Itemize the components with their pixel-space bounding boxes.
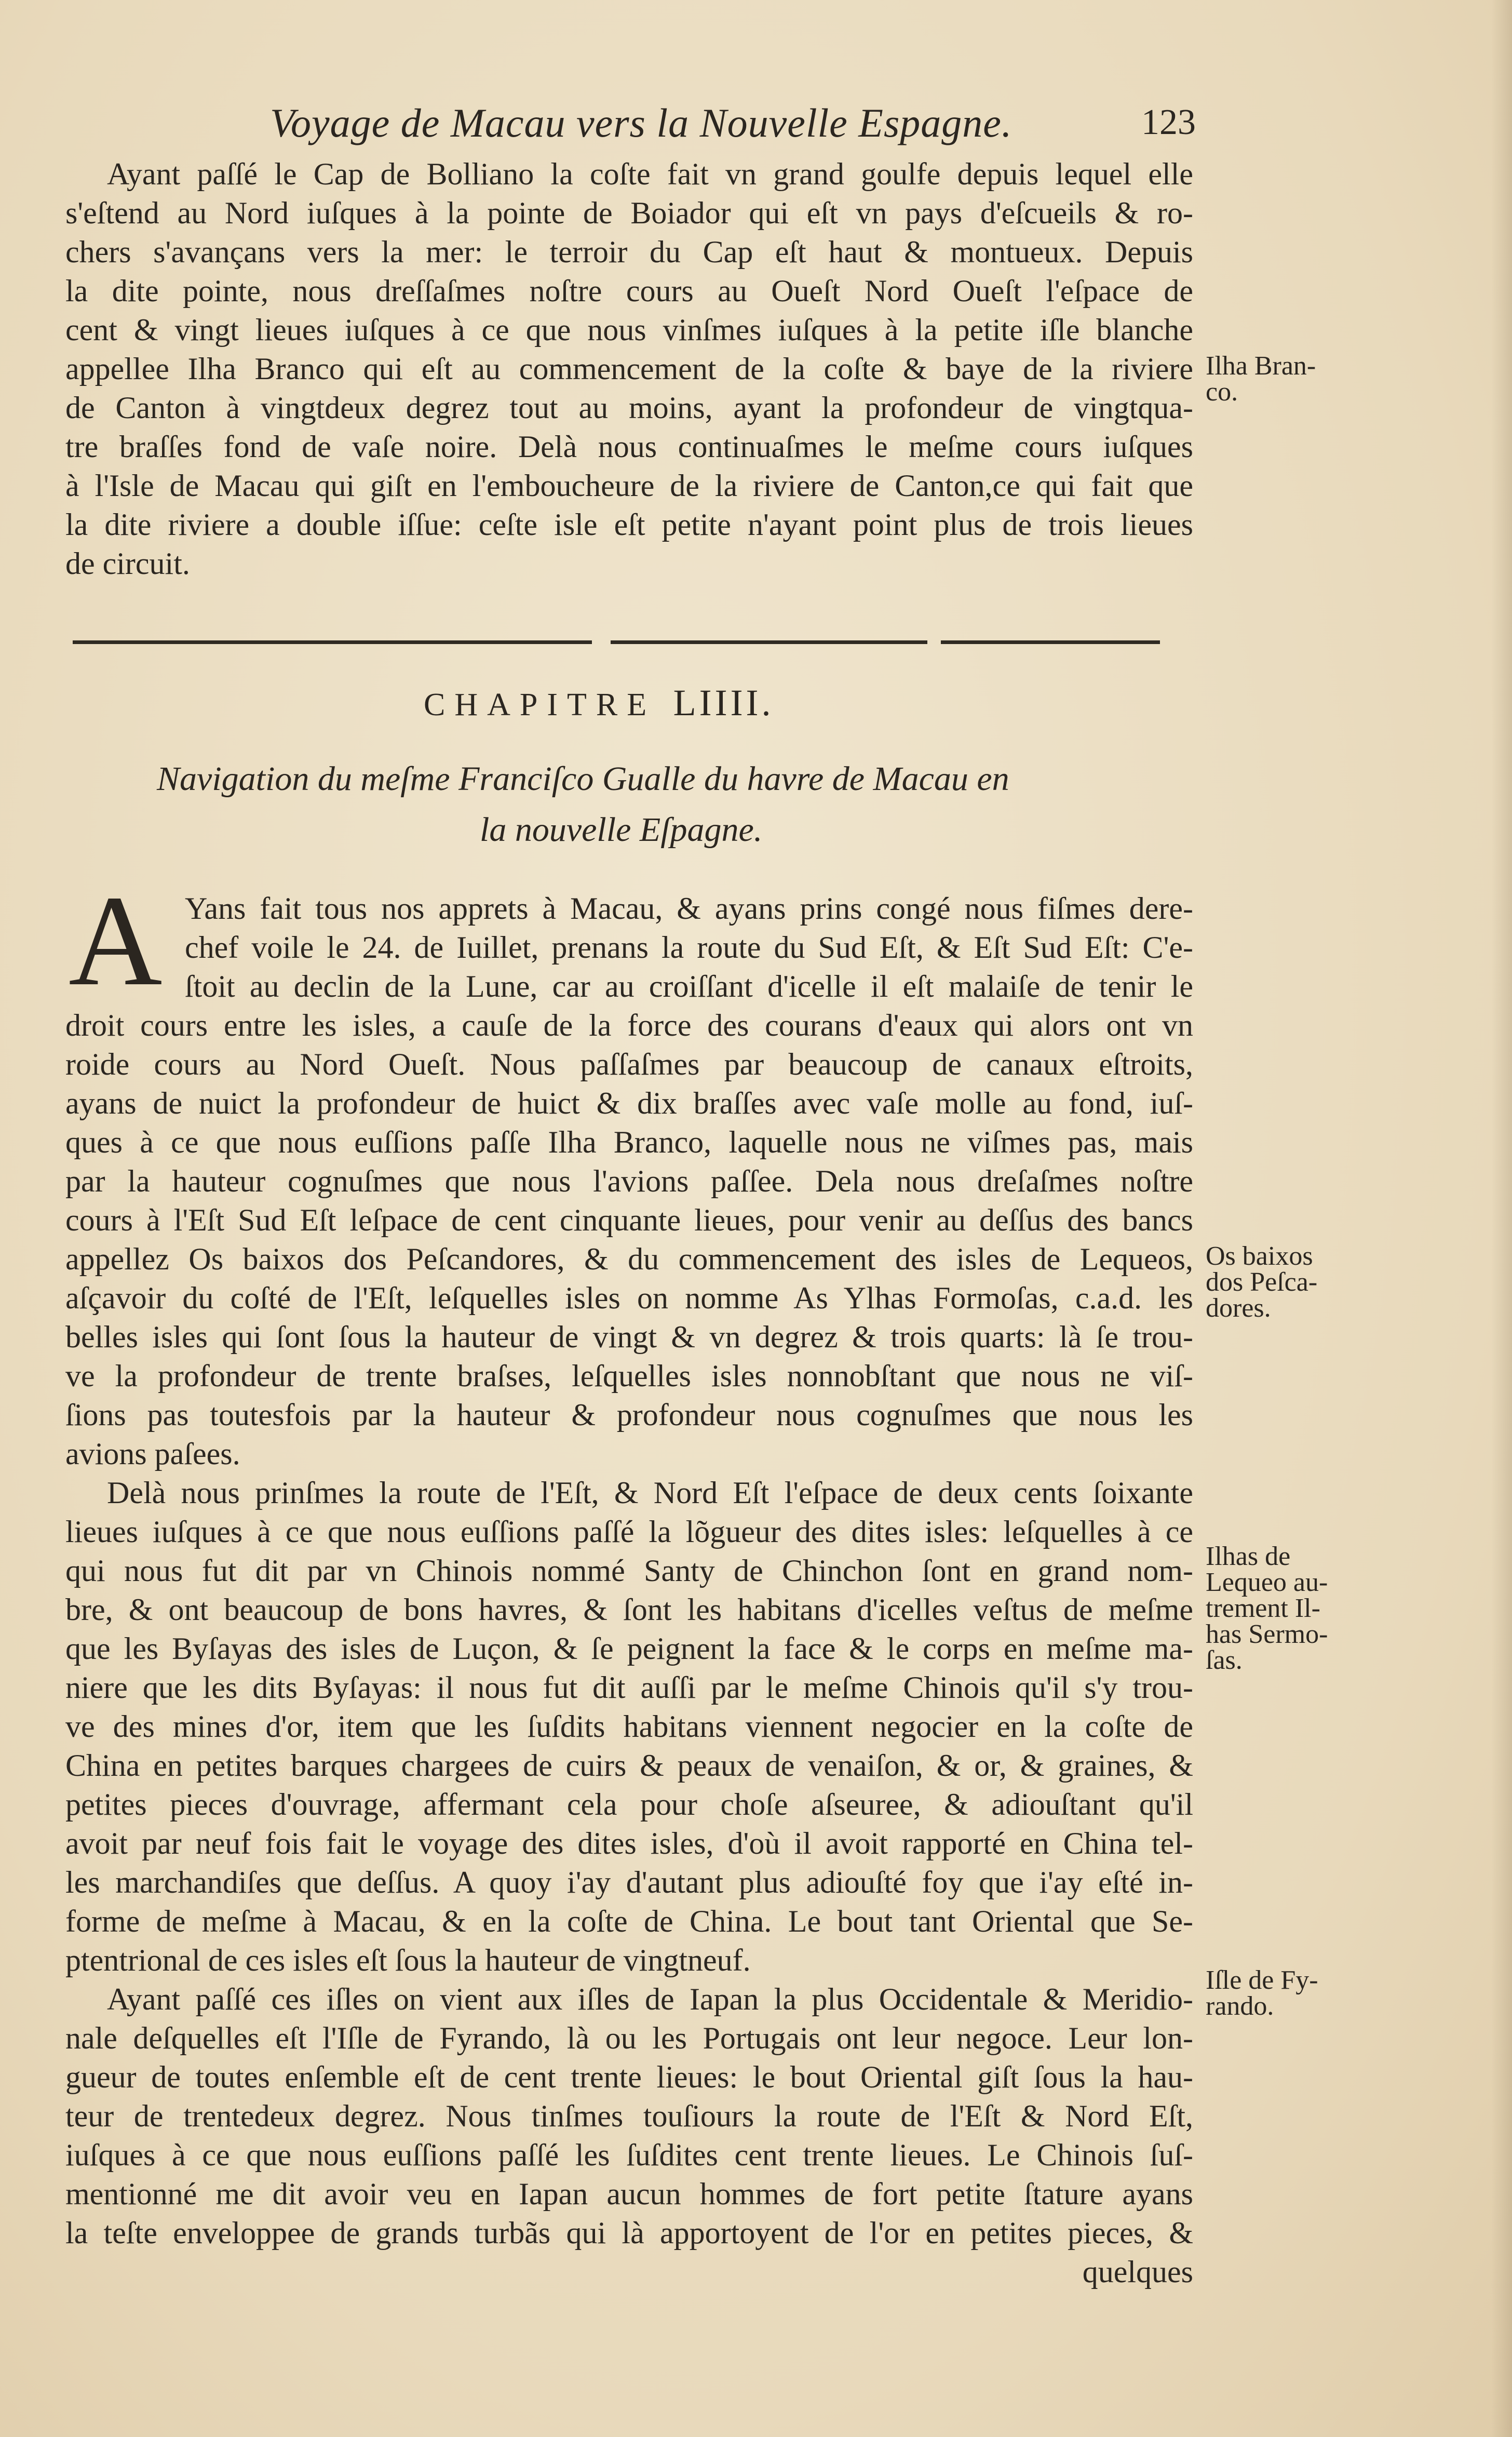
divider-rule-center [611, 640, 927, 644]
margin-note-ilha-branco [1206, 353, 1346, 405]
text-line: chef voile le 24. de Iuillet, prenans la route du Sud Eſt, & Eſt Sud Eſt: C'e- [185, 930, 1193, 965]
text-line: ve la profondeur de trente braſses, leſquelles isles nonnobſtant que nous ne viſ- [65, 1359, 1193, 1393]
text-line: Delà nous prinſmes la route de l'Eſt, & Nord Eſt l'eſpace de deux cents ſoixante [107, 1476, 1193, 1510]
margin-note-line: Os baixos [1206, 1241, 1313, 1271]
text-line: ques à ce que nous euſſions paſſe Ilha Branco, laquelle nous ne viſmes pas, mais [65, 1125, 1193, 1159]
margin-note-line: has Sermo- [1206, 1619, 1328, 1649]
paragraph-cap-bolliano [65, 155, 1193, 583]
text-line: petites pieces d'ouvrage, affermant cela pour choſe aſseuree, & adiouſtant qu'il [65, 1787, 1193, 1822]
text-line: par la hauteur cognuſmes que nous l'avions paſſee. Dela nous dreſaſmes noſtre [65, 1164, 1193, 1198]
text-line: de Canton à vingtdeux degrez tout au moins, ayant la profondeur de vingtqua- [65, 391, 1193, 425]
text-line: à l'Isle de Macau qui giſt en l'emboucheure de la riviere de Canton,ce qui fait que [65, 468, 1193, 503]
text-line: aſçavoir du coſté de l'Eſt, leſquelles isles on nomme As Ylhas Formoſas, c.a.d. les [65, 1281, 1193, 1315]
page-number: 123 [1141, 102, 1196, 142]
text-line: roide cours au Nord Oueſt. Nous paſſaſmes par beaucoup de canaux eſtroits, [65, 1047, 1193, 1081]
margin-note-line: Lequeo au- [1206, 1568, 1328, 1597]
page-edge-shadow [1491, 0, 1512, 2437]
text-line: que les Byſayas des isles de Luçon, & ſe peignent la face & le corps en meſme ma- [65, 1631, 1193, 1666]
margin-note-line: rando. [1206, 1991, 1274, 2021]
text-line: gueur de toutes enſemble eſt de cent trente lieues: le bout Oriental giſt ſous la hau- [65, 2060, 1193, 2094]
text-line: la dite pointe, nous dreſſaſmes noſtre cours au Oueſt Nord Oueſt l'eſpace de [65, 274, 1193, 308]
chapter-label: CHAPITRE [424, 687, 656, 722]
text-line: appellee Ilha Branco qui eſt au commencement de la coſte & baye de la riviere [65, 352, 1193, 386]
text-line: nale deſquelles eſt l'Iſle de Fyrando, là ou les Portugais ont leur negoce. Leur lon- [65, 2021, 1193, 2055]
text-line: les marchandiſes que deſſus. A quoy i'ay d'autant plus adiouſté foy que i'ay eſté in- [65, 1865, 1193, 1899]
text-line: quelques [1082, 2255, 1193, 2289]
drop-cap: A [69, 869, 163, 1013]
text-line: de circuit. [65, 546, 190, 581]
text-line: ayans de nuict la profondeur de huict & dix braſſes avec vaſe molle au fond, iuſ- [65, 1086, 1193, 1120]
chapter-subtitle-line1: Navigation du meſme Franciſco Gualle du havre de Macau en [157, 760, 1009, 798]
text-line: qui nous fut dit par vn Chinois nommé Santy de Chinchon ſont en grand nom- [65, 1554, 1193, 1588]
text-line: cours à l'Eſt Sud Eſt leſpace de cent cinquante lieues, pour venir au deſſus des bancs [65, 1203, 1193, 1237]
margin-note-line: ſas. [1206, 1645, 1243, 1675]
text-line: Yans fait tous nos apprets à Macau, & ayans prins congé nous fiſmes dere- [185, 891, 1193, 926]
text-line: droit cours entre les isles, a cauſe de la force des courans d'eaux qui alors ont vn [65, 1008, 1193, 1042]
text-line: tre braſſes fond de vaſe noire. Delà nous continuaſmes le meſme cours iuſques [65, 430, 1193, 464]
running-head: Voyage de Macau vers la Nouvelle Espagne. [270, 100, 1013, 145]
text-line: belles isles qui ſont ſous la hauteur de vingt & vn degrez & trois quarts: là ſe trou- [65, 1320, 1193, 1354]
chapter-number: LIIII. [673, 682, 774, 724]
text-line: la dite riviere a double iſſue: ceſte isle eſt petite n'ayant point plus de trois lieues [65, 507, 1193, 542]
margin-note-line: Iſle de Fy- [1206, 1965, 1318, 1995]
margin-note-ilhas-lequeo [1206, 1544, 1346, 1673]
margin-note-os-baixos [1206, 1243, 1346, 1321]
text-line: ptentrional de ces isles eſt ſous la hauteur de vingtneuf. [65, 1943, 751, 1977]
text-line: iuſques à ce que nous euſſions paſſé les ſuſdites cent trente lieues. Le Chinois ſuſ- [65, 2138, 1193, 2172]
text-line: Ayant paſſé le Cap de Bolliano la coſte fait vn grand goulfe depuis lequel elle [107, 157, 1193, 191]
chapter-subtitle-line2: la nouvelle Eſpagne. [480, 811, 763, 849]
text-line: ſions pas toutesfois par la hauteur & profondeur nous cognuſmes que nous les [65, 1398, 1193, 1432]
text-line: la teſte enveloppee de grands turbãs qui là apportoyent de l'or en petites pieces, & [65, 2216, 1193, 2250]
text-line: teur de trentedeux degrez. Nous tinſmes touſiours la route de l'Eſt & Nord Eſt, [65, 2099, 1193, 2133]
text-line: avoit par neuf fois fait le voyage des dites isles, d'où il avoit rapporté en China tel- [65, 1826, 1193, 1860]
text-line: Ayant paſſé ces iſles on vient aux iſles de Iapan la plus Occidentale & Meridio- [107, 1982, 1193, 2016]
text-line: cent & vingt lieues iuſques à ce que nous vinſmes iuſques à la petite iſle blanche [65, 313, 1193, 347]
divider-rule-left [73, 640, 592, 644]
margin-note-line: dos Peſca- [1206, 1267, 1318, 1297]
text-line: mentionné me dit avoir veu en Iapan aucun hommes de fort petite ſtature ayans [65, 2177, 1193, 2211]
chapter-body-text [65, 869, 1193, 2292]
text-line: chers s'avançans vers la mer: le terroir du Cap eſt haut & montueux. Depuis [65, 235, 1193, 269]
text-line: lieues iuſques à ce que nous euſſions paſſé la lõgueur des dites isles: leſquelles à ce [65, 1515, 1193, 1549]
chapter-heading [424, 681, 774, 725]
margin-note-line: co. [1206, 377, 1238, 407]
margin-note-line: Ilha Bran- [1206, 351, 1316, 381]
text-line: ve des mines d'or, item que les ſuſdits habitans viennent negocier en la coſte de [65, 1709, 1193, 1744]
text-line: ſtoit au declin de la Lune, car au croiſſant d'icelle il eſt malaiſe de tenir le [185, 969, 1193, 1003]
divider-rule-right [941, 640, 1160, 644]
margin-note-isle-fyrando [1206, 1967, 1346, 2019]
text-line: China en petites barques chargees de cuirs & peaux de venaiſon, & or, & graines, & [65, 1748, 1193, 1783]
margin-note-line: Ilhas de [1206, 1542, 1291, 1571]
margin-note-line: trement Il- [1206, 1594, 1320, 1623]
text-line: bre, & ont beaucoup de bons havres, & ſont les habitans d'icelles veſtus de meſme [65, 1592, 1193, 1627]
margin-note-line: dores. [1206, 1293, 1271, 1323]
text-line: niere que les dits Byſayas: il nous fut dit auſſi par le meſme Chinois qu'il s'y trou- [65, 1670, 1193, 1705]
text-line: s'eſtend au Nord iuſques à la pointe de Boiador qui eſt vn pays d'eſcueils & ro- [65, 196, 1193, 230]
text-line: avions paſees. [65, 1437, 240, 1471]
text-line: appellez Os baixos dos Peſcandores, & du commencement des isles de Lequeos, [65, 1242, 1193, 1276]
text-line: forme de meſme à Macau, & en la coſte de China. Le bout tant Oriental que Se- [65, 1904, 1193, 1938]
